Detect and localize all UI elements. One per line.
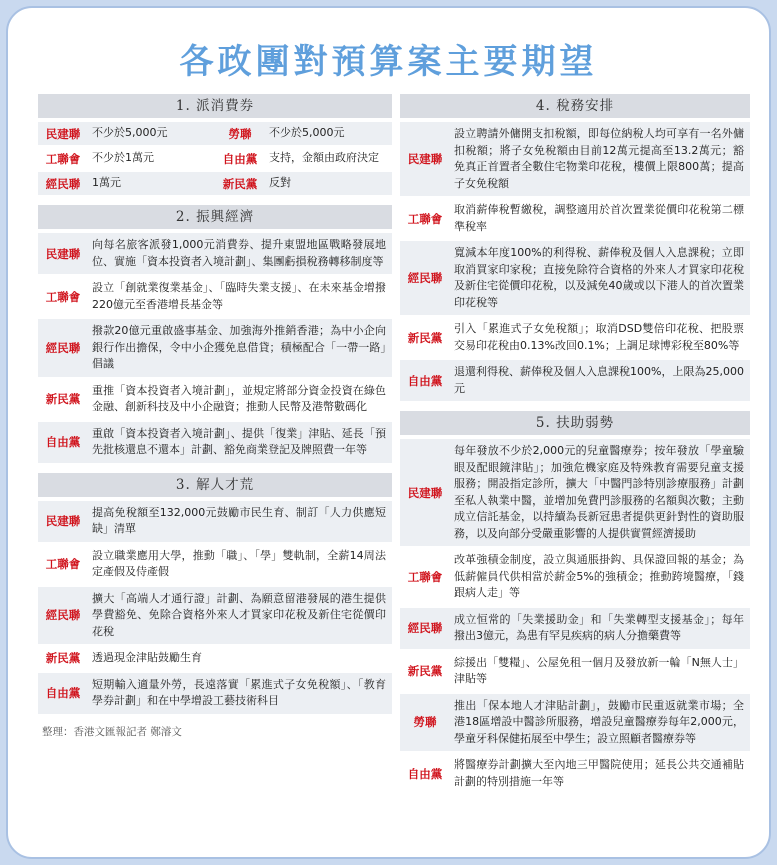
table-row xyxy=(400,753,750,796)
section-revive-economy xyxy=(38,205,392,465)
party-name: 新民黨 xyxy=(222,176,258,191)
party-expectation: 設立「創就業復業基金」、「臨時失業支援」、在未來基金增撥220億元至香港增長基金等 xyxy=(92,281,386,311)
party-name: 經民聯 xyxy=(45,340,81,355)
table-row xyxy=(38,544,392,587)
party-expectation: 成立恒常的「失業援助金」和「失業轉型支援基金」；每年撥出3億元，為患有罕見疾病的病人分擔藥費等 xyxy=(454,612,744,642)
section-heading: 4. 稅務安排 xyxy=(400,94,750,118)
table-row xyxy=(215,147,392,172)
section-tax-arrangements xyxy=(400,94,750,403)
party-name: 工聯會 xyxy=(407,569,443,584)
table-row xyxy=(38,379,392,422)
party-expectation: 引入「累進式子女免稅額」；取消DSD雙倍印花稅、把股票交易印花稅由0.13%改回0.1%；上調足球博彩稅至80%等 xyxy=(454,322,744,352)
party-expectation: 取消薪俸稅暫繳稅，調整適用於首次置業從價印花稅第二標準稅率 xyxy=(454,203,744,233)
party-name: 勞聯 xyxy=(228,126,252,141)
party-name: 經民聯 xyxy=(45,608,81,623)
party-name: 民建聯 xyxy=(45,246,81,261)
voucher-grid xyxy=(38,122,392,197)
party-name: 民建聯 xyxy=(407,152,443,166)
table-row xyxy=(400,317,750,360)
party-name: 新民黨 xyxy=(407,664,443,678)
section-heading: 3. 解人才荒 xyxy=(38,473,392,497)
table-row xyxy=(400,651,750,694)
party-name: 經民聯 xyxy=(407,621,443,635)
party-name: 工聯會 xyxy=(45,151,81,166)
party-expectation: 提高免稅額至132,000元鼓勵市民生育、制訂「人力供應短缺」清單 xyxy=(92,505,386,535)
party-expectation: 向每名旅客派發1,000元消費券、提升東盟地區戰略發展地位、實施「資本投資者入境計劃」、集團虧損稅務轉移制度等 xyxy=(92,238,386,268)
table-row xyxy=(38,172,215,197)
table-row xyxy=(38,319,392,379)
party-name: 新民黨 xyxy=(45,392,81,406)
party-name: 自由黨 xyxy=(222,151,258,166)
party-expectation: 透過現金津貼鼓勵生育 xyxy=(92,651,202,664)
table-row xyxy=(38,673,392,716)
party-expectation: 支持，金額由政府決定 xyxy=(269,151,379,165)
table-row xyxy=(215,122,392,147)
party-expectation: 撥款20億元重啟盛事基金、加強海外推銷香港；為中小企向銀行作出擔保，令中小企獲免息借貸；積極配合「一帶一路」倡議 xyxy=(92,324,386,370)
party-expectation: 不少於5,000元 xyxy=(92,126,168,140)
section-heading: 2. 振興經濟 xyxy=(38,205,392,229)
party-expectation: 綜援出「雙糧」、公屋免租一個月及發放新一輪「N無人士」津貼等 xyxy=(454,655,744,685)
party-name: 新民黨 xyxy=(45,651,81,666)
right-column xyxy=(400,94,750,804)
table-row xyxy=(400,548,750,608)
party-name: 工聯會 xyxy=(45,289,81,304)
table-row xyxy=(400,608,750,651)
party-expectation: 將醫療券計劃擴大至內地三甲醫院使用；延長公共交通補貼計劃的特別措施一年等 xyxy=(454,758,744,788)
table-row xyxy=(38,147,215,172)
party-expectation: 設立職業應用大學，推動「職」、「學」雙軌制，全薪14周法定產假及侍產假 xyxy=(92,548,386,578)
credit-line: 整理：香港文匯報記者 鄭濬文 xyxy=(42,725,182,738)
party-expectation: 改革強積金制度，設立與通脹掛鈎、具保證回報的基金；為低薪僱員代供相當於薪金5%的強積金；推動跨境醫療，「錢跟病人走」等 xyxy=(454,553,744,599)
page-title: 各政團對預算案主要期望 xyxy=(179,42,598,82)
party-expectation: 不少於5,000元 xyxy=(269,126,345,140)
party-expectation: 寬減本年度100%的利得稅、薪俸稅及個人入息課稅；立即取消買家印家稅；直接免除符合資格的外來人才買家印花稅及新住宅從價印花稅，以及減免40歲或以下港人的首次置業印花稅等 xyxy=(454,246,744,309)
table-row xyxy=(38,646,392,673)
party-name: 勞聯 xyxy=(413,715,437,730)
party-expectation: 重推「資本投資者入境計劃」，並規定將部分資金投資在綠色金融、創新科技及中小企融資；推動人民幣及港幣數碼化 xyxy=(92,383,386,413)
party-name: 自由黨 xyxy=(45,435,81,449)
table-row xyxy=(215,172,392,197)
party-name: 自由黨 xyxy=(407,373,443,388)
table-row xyxy=(38,276,392,319)
table-row xyxy=(400,439,750,548)
party-name: 民建聯 xyxy=(45,514,81,528)
party-name: 工聯會 xyxy=(45,557,81,571)
party-expectation: 每年發放不少於2,000元的兒童醫療券；按年發放「學童驗眼及配眼鏡津貼」；加強危機家庭及特殊教育需要兒童支援服務；開設指定診所，擴大「中醫門診特別診療服務」計劃至私人執業中醫，並增加免費門診服務的名額與次數；主動成立信託基金，以持續為長新冠患者提供更針對性的資助服務，以及向部分受嚴重影響的人提供實質經濟援助 xyxy=(454,444,744,540)
section-heading: 5. 扶助弱勢 xyxy=(400,411,750,435)
table-row xyxy=(38,233,392,276)
section-talent-shortage xyxy=(38,473,392,716)
party-name: 經民聯 xyxy=(407,271,443,285)
section-support-vulnerable xyxy=(400,411,750,796)
party-expectation: 1萬元 xyxy=(92,176,121,190)
party-expectation: 不少於1萬元 xyxy=(92,151,154,165)
section-heading: 1. 派消費券 xyxy=(38,94,392,118)
party-name: 民建聯 xyxy=(45,126,81,141)
left-column xyxy=(38,94,392,739)
party-name: 自由黨 xyxy=(407,766,443,781)
page-card xyxy=(6,6,771,859)
table-row xyxy=(38,122,215,147)
party-name: 自由黨 xyxy=(45,686,81,700)
table-row xyxy=(400,694,750,754)
party-name: 工聯會 xyxy=(407,211,443,226)
table-row xyxy=(38,422,392,465)
table-row xyxy=(400,241,750,317)
party-expectation: 退還利得稅、薪俸稅及個人入息課稅100%，上限為25,000元 xyxy=(454,365,744,395)
party-expectation: 擴大「高端人才通行證」計劃、為願意留港發展的港生提供學費豁免、免除合資格外來人才買家印花稅及新住宅從價印花稅 xyxy=(92,591,386,638)
table-row xyxy=(38,587,392,647)
party-expectation: 反對 xyxy=(269,176,291,190)
table-row xyxy=(38,501,392,544)
party-name: 民建聯 xyxy=(407,485,443,500)
party-expectation: 短期輸入適量外勞，長遠落實「累進式子女免稅額」、「教育學券計劃」和在中學增設工藝技術科目 xyxy=(92,677,386,707)
party-name: 經民聯 xyxy=(45,176,81,191)
section-consumption-vouchers xyxy=(38,94,392,197)
party-expectation: 推出「保本地人才津貼計劃」，鼓勵市民重返就業市場；全港18區增設中醫診所服務，增設兒童醫療券每年2,000元，學童牙科保健拓展至中學生；設立照顧者醫療券等 xyxy=(454,698,744,745)
party-expectation: 重啟「資本投資者入境計劃」、提供「復業」津貼、延長「預先批核還息不還本」計劃、豁免商業登記及牌照費一年等 xyxy=(92,426,386,456)
table-row xyxy=(400,122,750,198)
party-expectation: 設立聘請外傭開支扣稅額，即每位納稅人均可享有一名外傭扣稅額；將子女免稅額由目前12萬元提高至13.2萬元；豁免真正首置者全數住宅物業印花稅，樓價上限800萬；提高子女免稅額 xyxy=(454,127,744,190)
table-row xyxy=(400,360,750,403)
party-name: 新民黨 xyxy=(407,330,443,345)
table-row xyxy=(400,198,750,241)
